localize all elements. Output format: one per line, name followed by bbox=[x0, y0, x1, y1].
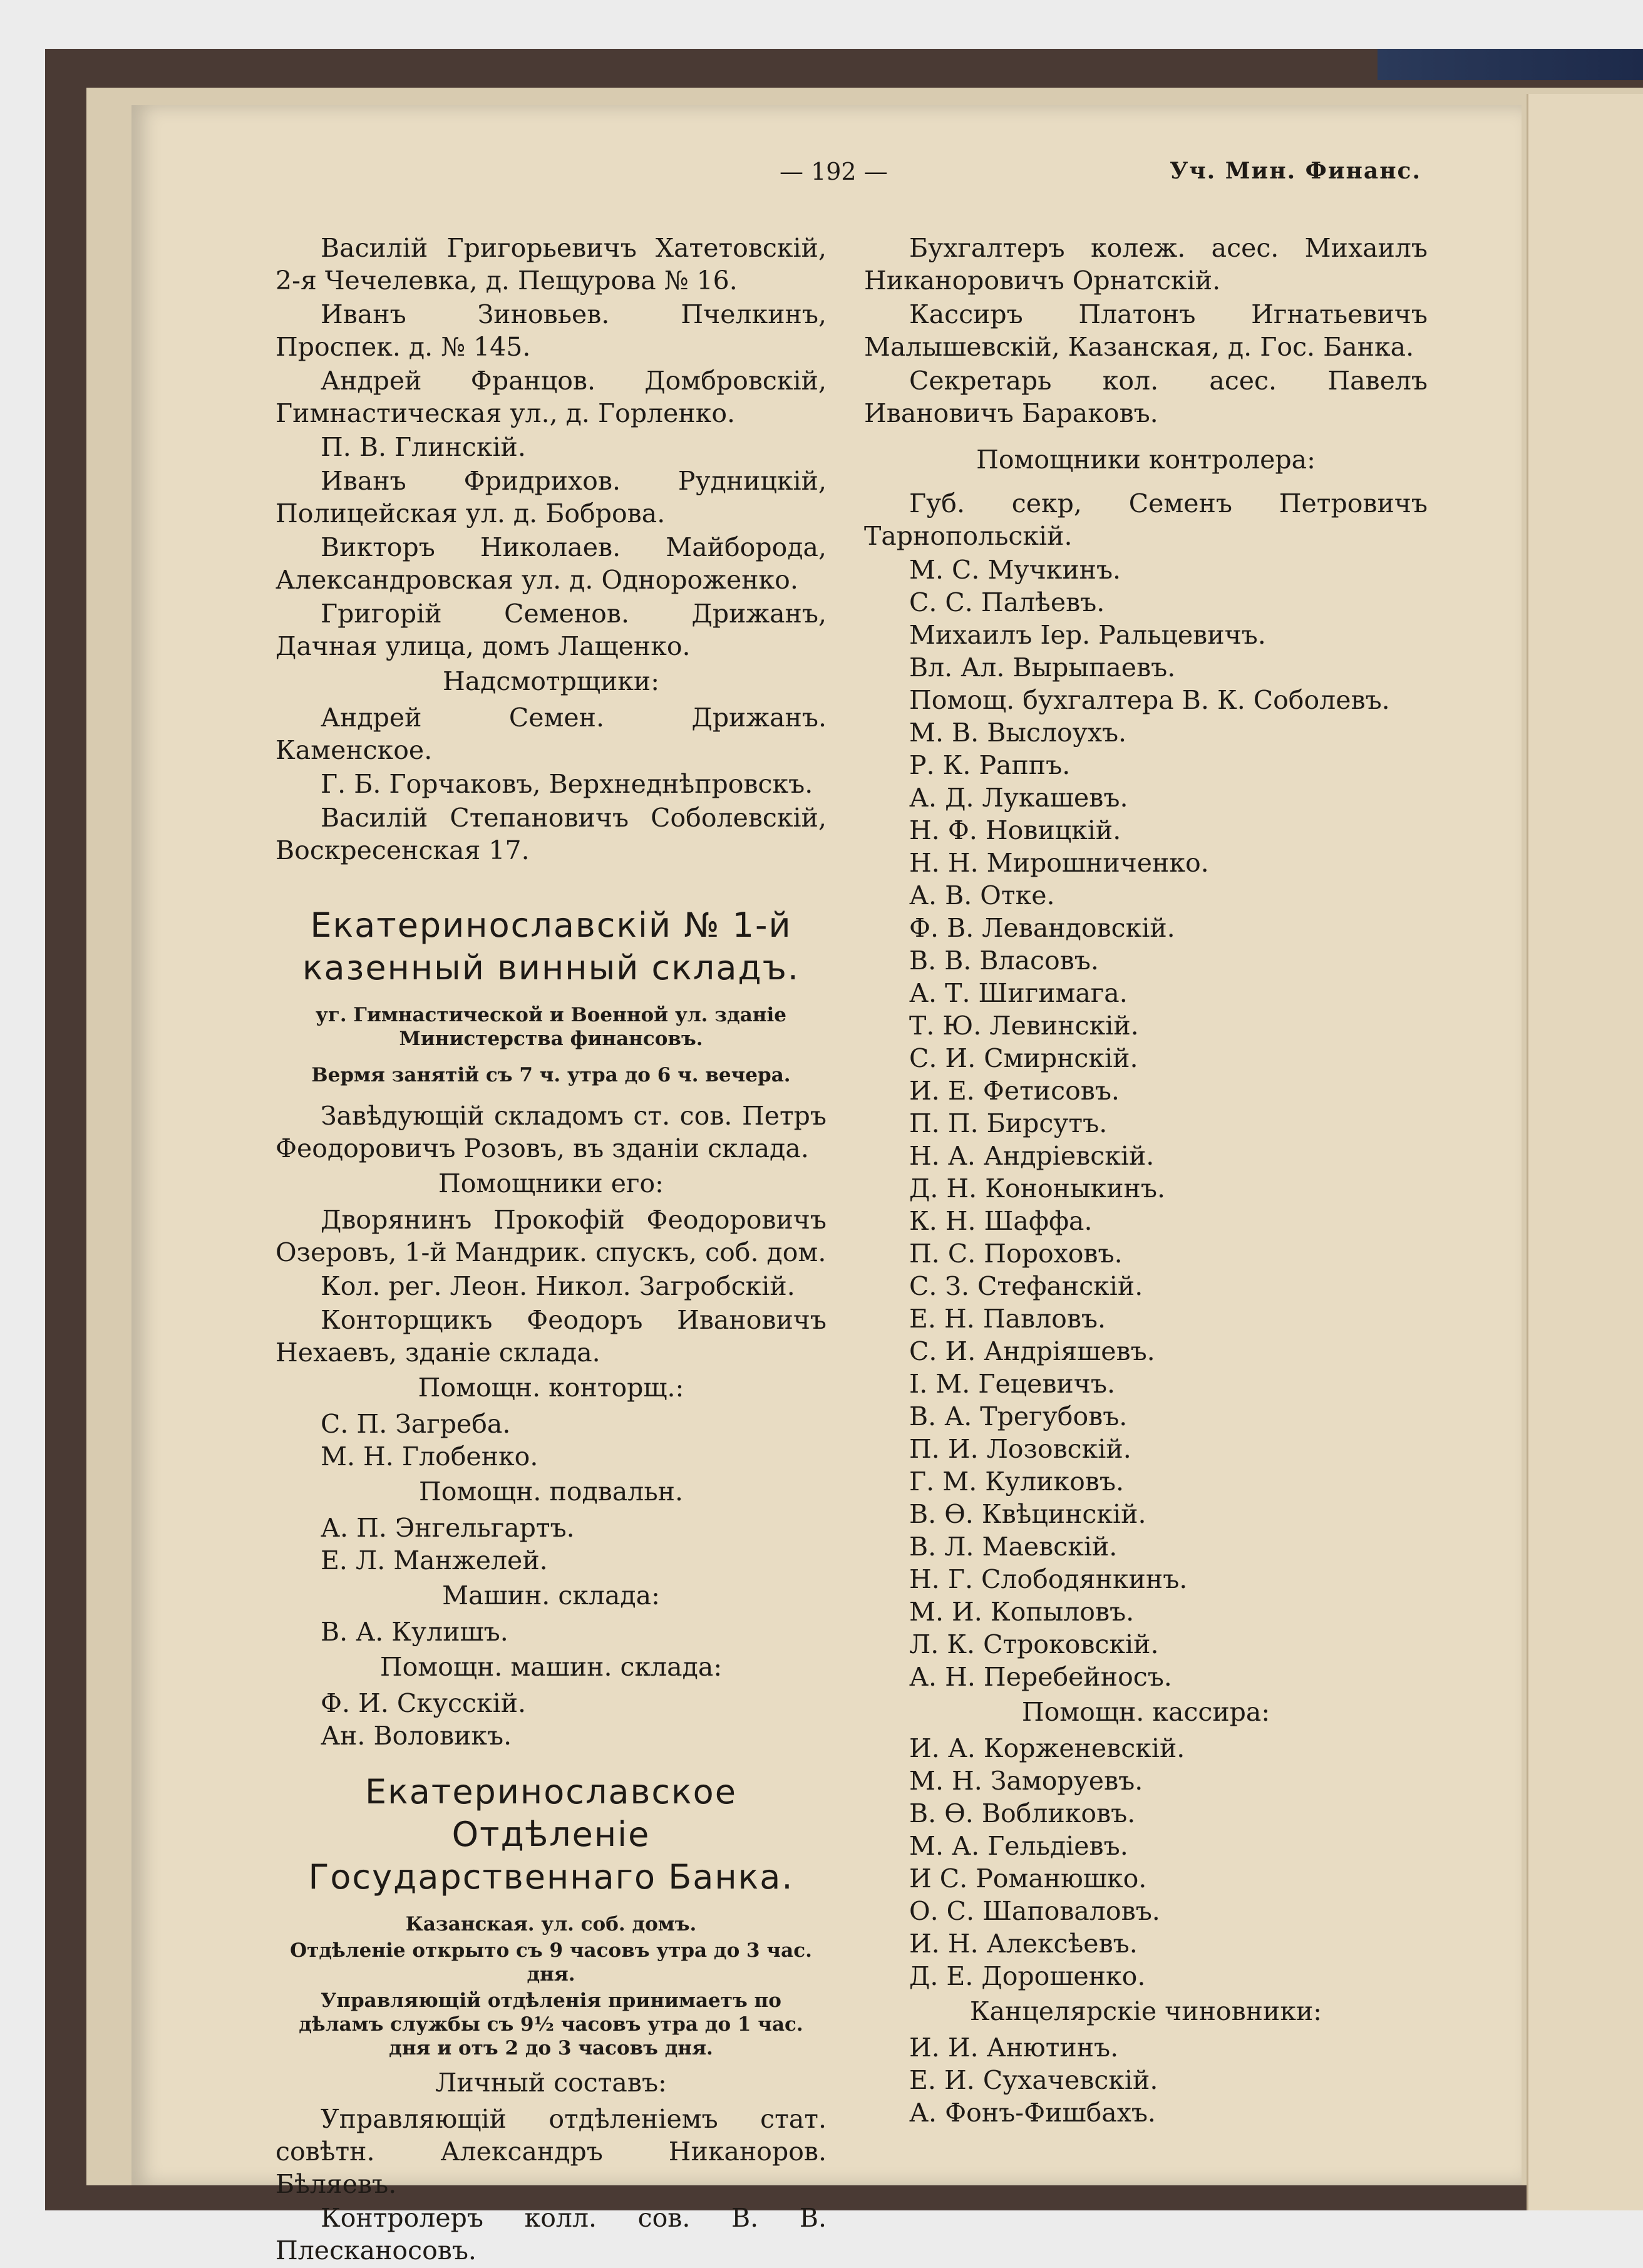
subheading: Канцелярскіе чиновники: bbox=[969, 1996, 1322, 2026]
list-item: Р. К. Раппъ. bbox=[909, 750, 1071, 780]
list-item: П. С. Пороховъ. bbox=[909, 1239, 1123, 1269]
list-item: И. Н. Алексѣевъ. bbox=[909, 1929, 1138, 1959]
list-item: Н. Ф. Новицкій. bbox=[909, 815, 1121, 845]
section-title-wine-warehouse: Екатеринославскій № 1-й казенный винный складъ. bbox=[302, 905, 800, 987]
section-title-state-bank: Екатеринославское Отдѣленіе Государственнаго Банка. bbox=[308, 1772, 794, 1897]
list-item: К. Н. Шаффа. bbox=[909, 1206, 1093, 1236]
list-item: А. Д. Лукашевъ. bbox=[909, 783, 1128, 813]
list-item: С. И. Смирнскій. bbox=[909, 1043, 1138, 1073]
entry: Иванъ Зиновьев. Пчелкинъ, Проспек. д. № 145. bbox=[276, 299, 827, 362]
entry: Завѣдующій складомъ ст. сов. Петръ Феодоровичъ Розовъ, въ зданіи склада. bbox=[276, 1101, 827, 1163]
controller-assistants-list bbox=[864, 554, 1428, 1693]
section-reception: Управляющій отдѣленія принимаетъ по дѣламъ службы съ 9½ часовъ утра до 1 час. дня и отъ 2 до 3 часовъ дня. bbox=[299, 1989, 803, 2059]
entry: Г. Б. Горчаковъ, Верхнеднѣпровскъ. bbox=[321, 769, 813, 799]
entry: Е. Л. Манжелей. bbox=[321, 1545, 548, 1575]
list-item: Г. М. Куликовъ. bbox=[909, 1466, 1124, 1497]
running-title: Уч. Мин. Финанс. bbox=[1170, 158, 1421, 184]
entry: Кол. рег. Леон. Никол. Загробскій. bbox=[321, 1271, 795, 1301]
entry: Контролеръ колл. сов. В. В. Плесканосовъ. bbox=[276, 2203, 827, 2265]
list-item: Михаилъ Іер. Ральцевичъ. bbox=[909, 620, 1266, 650]
list-item: В. Ѳ. Квѣцинскій. bbox=[909, 1499, 1146, 1529]
cashier-assistants-list bbox=[864, 1732, 1428, 1992]
section-address: Казанская. ул. соб. домъ. bbox=[405, 1913, 697, 1936]
bookmark-ribbon bbox=[1378, 49, 1643, 80]
list-item: И. Е. Фетисовъ. bbox=[909, 1076, 1120, 1106]
list-item: І. М. Гецевичъ. bbox=[909, 1369, 1115, 1399]
list-item: Н. Г. Слободянкинъ. bbox=[909, 1564, 1188, 1594]
entry: Губ. секр, Семенъ Петровичъ Тарнопольскій. bbox=[864, 488, 1428, 551]
list-item: М. И. Копыловъ. bbox=[909, 1597, 1135, 1627]
subheading: Личный составъ: bbox=[435, 2068, 667, 2098]
entry: А. П. Энгельгартъ. bbox=[321, 1513, 575, 1543]
list-item: Л. К. Строковскій. bbox=[909, 1629, 1159, 1659]
list-item: Д. Е. Дорошенко. bbox=[909, 1961, 1146, 1991]
entry: Андрей Семен. Дрижанъ. Каменское. bbox=[276, 703, 827, 765]
list-item: С. З. Стефанскій. bbox=[909, 1271, 1143, 1301]
page-number: — 192 — bbox=[780, 158, 888, 185]
entry: Ф. И. Скусскій. bbox=[321, 1688, 527, 1718]
entry: Василій Степановичъ Соболевскій, Воскресенская 17. bbox=[276, 803, 827, 865]
running-head bbox=[269, 158, 1421, 195]
entry: Дворянинъ Прокофій Феодоровичъ Озеровъ, 1-й Мандрик. спускъ, соб. дом. bbox=[276, 1205, 827, 1267]
entry: Управляющій отдѣленіемъ стат. совѣтн. Александръ Никаноров. Бѣляевъ. bbox=[276, 2104, 827, 2199]
entry: Иванъ Фридрихов. Рудницкій, Полицейская ул. д. Боброва. bbox=[276, 466, 827, 528]
entry: Викторъ Николаев. Майборода, Александровская ул. д. Однороженко. bbox=[276, 532, 827, 595]
list-item: А. Фонъ-Фишбахъ. bbox=[909, 2098, 1156, 2128]
list-item: Ф. В. Левандовскій. bbox=[909, 913, 1175, 943]
entry: Григорій Семенов. Дрижанъ, Дачная улица, домъ Лащенко. bbox=[276, 599, 827, 661]
list-item: И. А. Корженевскій. bbox=[909, 1733, 1185, 1763]
subheading: Машин. склада: bbox=[442, 1580, 660, 1611]
list-item: Вл. Ал. Вырыпаевъ. bbox=[909, 652, 1176, 683]
list-item: Д. Н. Кононыкинъ. bbox=[909, 1173, 1165, 1204]
right-column bbox=[864, 232, 1428, 2129]
subheading: Помощники контролера: bbox=[976, 445, 1316, 475]
list-item: И С. Романюшко. bbox=[909, 1863, 1147, 1894]
entry: Андрей Францов. Домбровскій, Гимнастическая ул., д. Горленко. bbox=[276, 366, 827, 428]
entry: Василій Григорьевичъ Хатетовскій, 2-я Чечелевка, д. Пещурова № 16. bbox=[276, 233, 827, 296]
entry: В. А. Кулишъ. bbox=[321, 1617, 508, 1647]
list-item: А. В. Отке. bbox=[909, 880, 1055, 910]
list-item: А. Т. Шигимага. bbox=[909, 978, 1128, 1008]
list-item: Н. Н. Мирошниченко. bbox=[909, 848, 1209, 878]
list-item: Н. А. Андріевскій. bbox=[909, 1141, 1155, 1171]
list-item: С. И. Андріяшевъ. bbox=[909, 1336, 1155, 1366]
list-item: Т. Ю. Левинскій. bbox=[909, 1011, 1139, 1041]
subheading: Помощн. кассира: bbox=[1021, 1697, 1270, 1727]
entry: Конторщикъ Феодоръ Ивановичъ Нехаевъ, зданіе склада. bbox=[276, 1305, 827, 1368]
list-item: В. Ѳ. Вобликовъ. bbox=[909, 1798, 1136, 1828]
list-item: И. И. Анютинъ. bbox=[909, 2033, 1119, 2063]
list-item: М. В. Выслоухъ. bbox=[909, 718, 1127, 748]
list-item: О. С. Шаповаловъ. bbox=[909, 1896, 1160, 1926]
list-item: М. С. Мучкинъ. bbox=[909, 555, 1121, 585]
subheading: Помощн. подвальн. bbox=[418, 1477, 684, 1507]
list-item: В. Л. Маевскій. bbox=[909, 1532, 1118, 1562]
section-address: уг. Гимнастической и Военной ул. зданіе Министерства финансовъ. bbox=[316, 1004, 786, 1050]
list-item: Е. Н. Павловъ. bbox=[909, 1304, 1106, 1334]
entry: С. П. Загреба. bbox=[321, 1409, 511, 1439]
list-item: П. И. Лозовскій. bbox=[909, 1434, 1131, 1464]
list-item: С. С. Палѣевъ. bbox=[909, 587, 1105, 617]
overseers-heading: Надсмотрщики: bbox=[442, 666, 660, 696]
section-hours: Вермя занятій съ 7 ч. утра до 6 ч. вечера. bbox=[311, 1064, 791, 1086]
subheading: Помощники его: bbox=[438, 1168, 664, 1198]
top-entries bbox=[276, 232, 827, 662]
entry: Бухгалтеръ колеж. асес. Михаилъ Никаноровичъ Орнатскій. bbox=[864, 233, 1428, 296]
list-item: Помощ. бухгалтера В. К. Соболевъ. bbox=[909, 685, 1390, 715]
entry: Секретарь кол. асес. Павелъ Ивановичъ Бараковъ. bbox=[864, 366, 1428, 428]
section-hours: Отдѣленіе открыто съ 9 часовъ утра до 3 час. дня. bbox=[290, 1939, 812, 1986]
entry: П. В. Глинскій. bbox=[321, 432, 526, 462]
list-item: М. А. Гельдіевъ. bbox=[909, 1831, 1128, 1861]
entry: М. Н. Глобенко. bbox=[321, 1441, 538, 1472]
list-item: М. Н. Заморуевъ. bbox=[909, 1766, 1143, 1796]
list-item: В. А. Трегубовъ. bbox=[909, 1401, 1128, 1431]
subheading: Помощн. конторщ.: bbox=[418, 1373, 684, 1403]
list-item: Е. И. Сухачевскій. bbox=[909, 2065, 1158, 2095]
entry: Кассиръ Платонъ Игнатьевичъ Малышевскій, Казанская, д. Гос. Банка. bbox=[864, 299, 1428, 362]
list-item: П. П. Бирсутъ. bbox=[909, 1108, 1108, 1138]
entry: Ан. Воловикъ. bbox=[321, 1721, 512, 1751]
subheading: Помощн. машин. склада: bbox=[379, 1652, 723, 1682]
adjacent-page-edge bbox=[1527, 94, 1643, 2210]
clerical-list bbox=[864, 2031, 1428, 2129]
list-item: В. В. Власовъ. bbox=[909, 946, 1099, 976]
list-item: А. Н. Перебейносъ. bbox=[909, 1662, 1172, 1692]
left-column bbox=[276, 232, 827, 2268]
